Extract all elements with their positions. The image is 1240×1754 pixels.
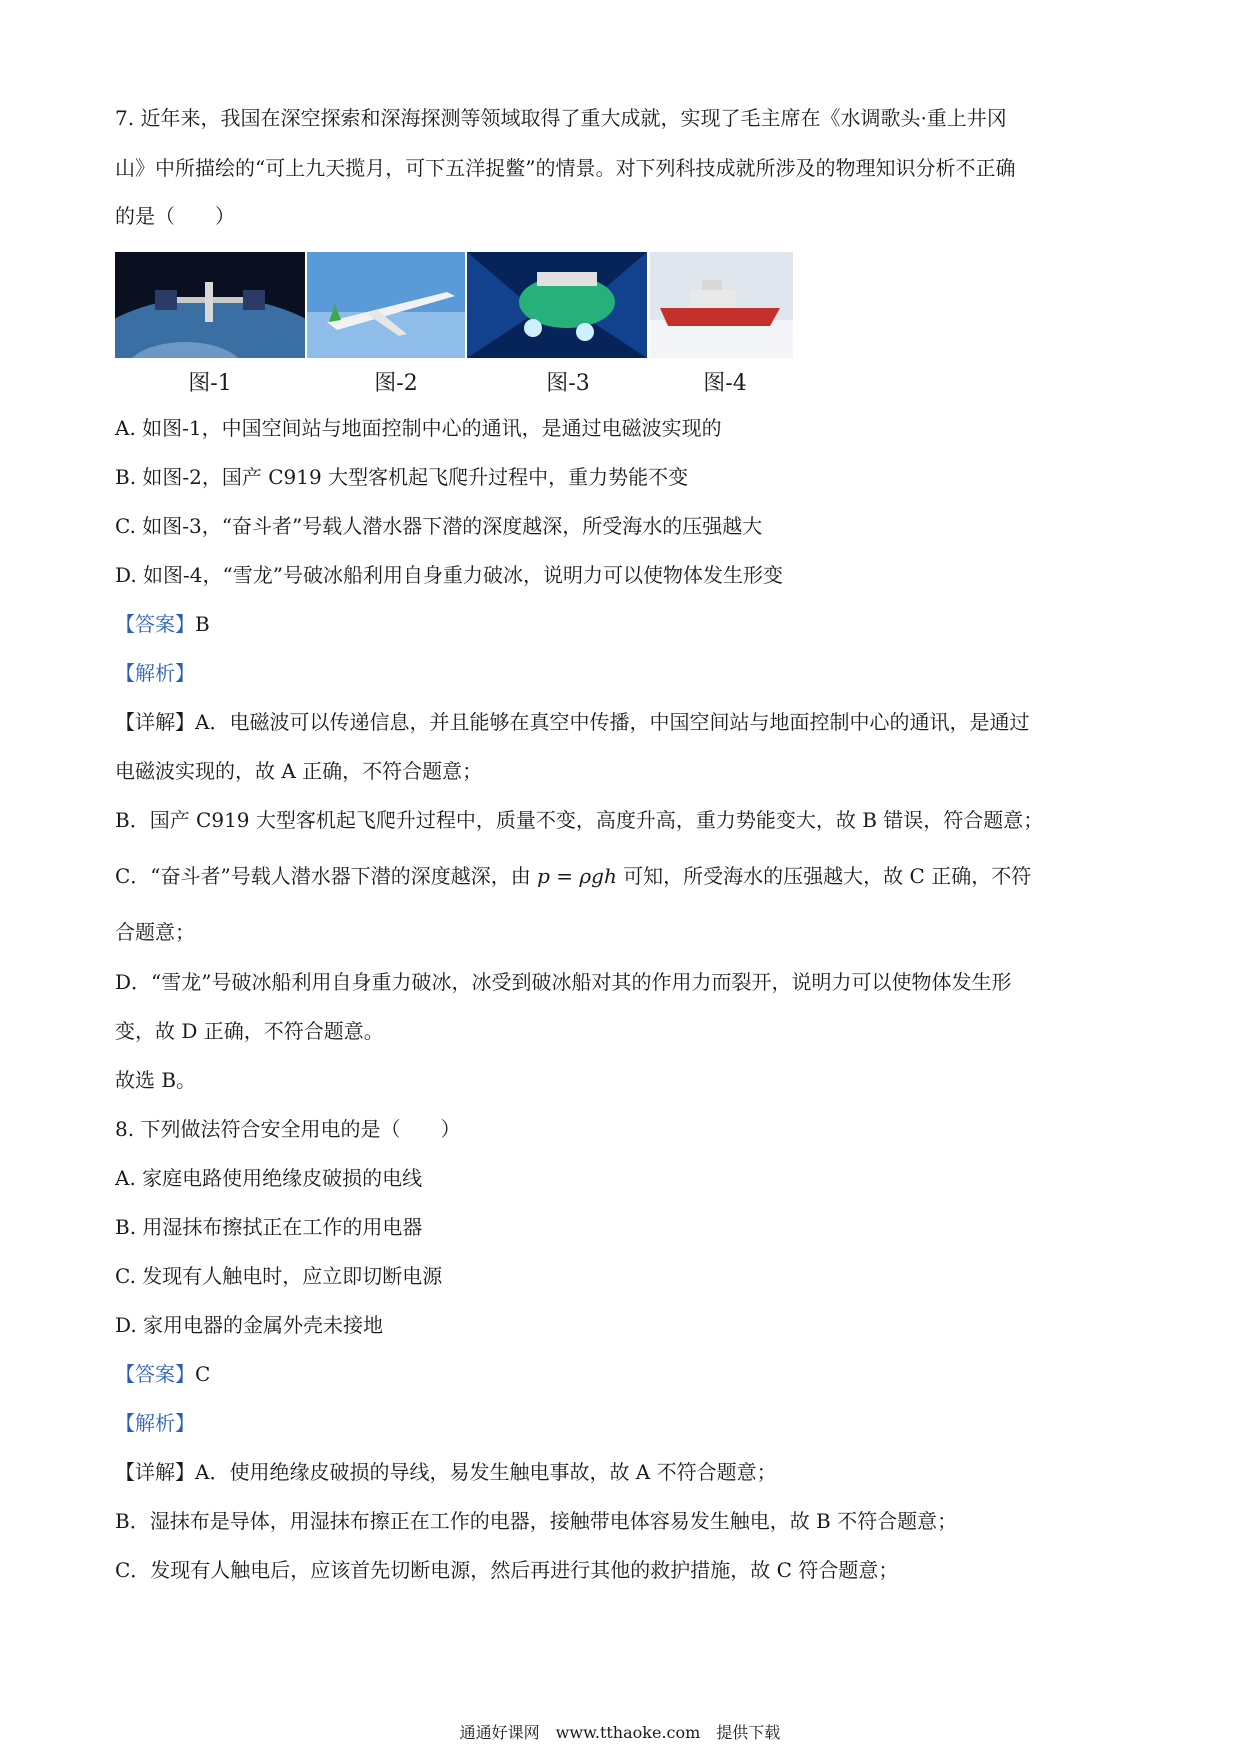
q7-analysis-label: 【解析】: [115, 661, 195, 685]
q8-option-b: B. 用湿抹布擦拭正在工作的用电器: [115, 1215, 423, 1239]
q8-detail-line-1: 【详解】A．使用绝缘皮破损的导线，易发生触电事故，故 A 不符合题意；: [115, 1460, 777, 1484]
q7-option-a: A. 如图-1，中国空间站与地面控制中心的通讯，是通过电磁波实现的: [115, 416, 722, 440]
q7-stem-line-1: 7. 近年来，我国在深空探索和深海探测等领域取得了重大成就，实现了毛主席在《水调歌头·重上井冈: [115, 106, 1007, 130]
answer-value: B: [195, 612, 210, 636]
q7-detail-line-7: 变，故 D 正确，不符合题意。: [115, 1019, 384, 1043]
detail-text-before-formula: C．“奋斗者”号载人潜水器下潜的深度越深，由: [115, 864, 538, 888]
answer-label: 【答案】: [115, 612, 195, 636]
q7-detail-line-2: 电磁波实现的，故 A 正确，不符合题意；: [115, 759, 483, 783]
q7-detail-line-4: [115, 862, 1031, 890]
q7-detail-line-5: 合题意；: [115, 920, 195, 944]
figure-1-space-station-image: [115, 252, 305, 358]
figure-4-icebreaker-image: [650, 252, 793, 358]
q7-stem-line-3: 的是（ ）: [115, 204, 235, 228]
page-footer: 通通好课网 www.tthaoke.com 提供下载: [459, 1723, 781, 1742]
q8-option-d: D. 家用电器的金属外壳未接地: [115, 1313, 384, 1337]
q7-detail-line-6: D．“雪龙”号破冰船利用自身重力破冰，冰受到破冰船对其的作用力而裂开，说明力可以使物体发生形: [115, 970, 1012, 994]
q8-answer: [115, 1360, 210, 1388]
figure-1-caption: 图-1: [188, 371, 232, 396]
pressure-formula: p = ρgh: [537, 864, 617, 888]
answer-label: 【答案】: [115, 1362, 195, 1386]
q8-stem: 8. 下列做法符合安全用电的是（ ）: [115, 1117, 461, 1141]
q8-detail-line-2: B．湿抹布是导体，用湿抹布擦正在工作的电器，接触带电体容易发生触电，故 B 不符合题意；: [115, 1509, 958, 1533]
figure-2-caption: 图-2: [374, 371, 418, 396]
q8-analysis-label: 【解析】: [115, 1411, 195, 1435]
q7-option-b: B. 如图-2，国产 C919 大型客机起飞爬升过程中，重力势能不变: [115, 465, 689, 489]
answer-value: C: [195, 1362, 211, 1386]
q8-option-c: C. 发现有人触电时，应立即切断电源: [115, 1264, 443, 1288]
figure-3-caption: 图-3: [546, 371, 590, 396]
q7-answer: [115, 610, 210, 638]
detail-text-after-formula: 可知，所受海水的压强越大，故 C 正确，不符: [616, 864, 1032, 888]
q7-conclusion: 故选 B。: [115, 1068, 197, 1092]
q8-detail-line-3: C．发现有人触电后，应该首先切断电源，然后再进行其他的救护措施，故 C 符合题意；: [115, 1558, 899, 1582]
figure-2-airliner-image: [307, 252, 465, 358]
figure-4-caption: 图-4: [703, 371, 747, 396]
q7-detail-line-3: B．国产 C919 大型客机起飞爬升过程中，质量不变，高度升高，重力势能变大，故 B 错误，符合题意；: [115, 808, 1044, 832]
q8-option-a: A. 家庭电路使用绝缘皮破损的电线: [115, 1166, 423, 1190]
q7-detail-line-1: 【详解】A．电磁波可以传递信息，并且能够在真空中传播，中国空间站与地面控制中心的通讯，是通过: [115, 710, 1030, 734]
q7-option-c: C. 如图-3，“奋斗者”号载人潜水器下潜的深度越深，所受海水的压强越大: [115, 514, 763, 538]
q7-stem-line-2: 山》中所描绘的“可上九天揽月，可下五洋捉鳖”的情景。对下列科技成就所涉及的物理知识分析不正确: [115, 156, 1016, 180]
figure-3-submersible-image: [467, 252, 647, 358]
q7-option-d: D. 如图-4，“雪龙”号破冰船利用自身重力破冰，说明力可以使物体发生形变: [115, 563, 783, 587]
